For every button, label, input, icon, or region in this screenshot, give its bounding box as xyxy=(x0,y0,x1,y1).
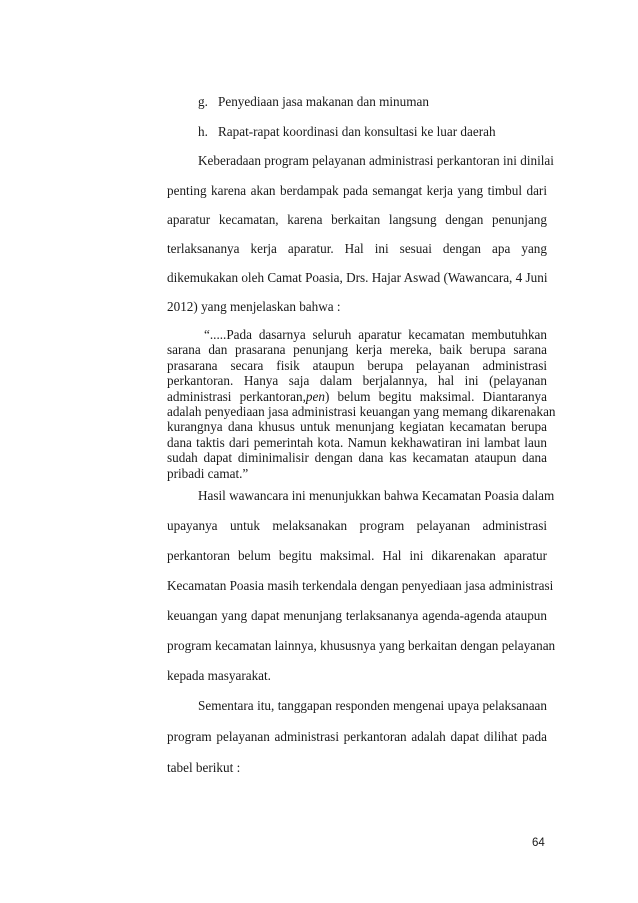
quote-line: perkantoran. Hanya saja dalam berjalannya, hal ini (pelayanan xyxy=(167,373,547,389)
paragraph-line: keuangan yang dapat menunjang terlaksananya agenda-agenda ataupun xyxy=(167,608,547,623)
list-item-g xyxy=(198,94,429,110)
quote-line: sarana dan prasarana penunjang kerja mereka, baik berupa sarana xyxy=(167,342,547,358)
block-quote xyxy=(167,327,556,481)
paragraph-line: perkantoran belum begitu maksimal. Hal ini dikarenakan aparatur xyxy=(167,548,547,563)
quote-line: dana taktis dari pemerintah kota. Namun kekhawatiran ini lambat laun xyxy=(167,434,547,450)
paragraph-line: kepada masyarakat. xyxy=(167,668,271,683)
list-item-text: Rapat-rapat koordinasi dan konsultasi ke luar daerah xyxy=(218,124,496,139)
paragraph-line: penting karena akan berdampak pada semangat kerja yang timbul dari xyxy=(167,183,547,198)
quote-italic-abbrev: pen xyxy=(305,388,325,404)
list-item-letter: g. xyxy=(198,94,208,109)
quote-line: sudah dapat diminimalisir dengan dana kas kecamatan ataupun dana xyxy=(167,450,547,466)
paragraph-line: terlaksananya kerja aparatur. Hal ini sesuai dengan apa yang xyxy=(167,241,547,256)
quote-line: pribadi camat.” xyxy=(167,465,249,481)
quote-line: prasarana secara fisik ataupun berupa pelayanan administrasi xyxy=(167,357,547,373)
quote-line-with-italic xyxy=(167,389,547,404)
quote-line: adalah penyediaan jasa administrasi keuangan yang memang dikarenakan xyxy=(167,404,556,420)
page-number: 64 xyxy=(532,837,545,849)
paragraph-line: upayanya untuk melaksanakan program pelayanan administrasi xyxy=(167,518,547,533)
paragraph-line: dikemukakan oleh Camat Poasia, Drs. Hajar Aswad (Wawancara, 4 Juni xyxy=(167,270,548,285)
paragraph-line: Sementara itu, tanggapan responden mengenai upaya pelaksanaan xyxy=(198,698,547,713)
paragraph-line: tabel berikut : xyxy=(167,760,241,775)
quote-line: “.....Pada dasarnya seluruh aparatur kecamatan membutuhkan xyxy=(204,327,547,342)
paragraph-line: Hasil wawancara ini menunjukkan bahwa Kecamatan Poasia dalam xyxy=(198,488,555,503)
quote-text: ) belum begitu maksimal. Diantaranya xyxy=(324,388,547,404)
list-item-h xyxy=(198,124,496,140)
paragraph-line: Keberadaan program pelayanan administrasi perkantoran ini dinilai xyxy=(198,153,554,168)
quote-text: administrasi perkantoran, xyxy=(167,388,306,404)
paragraph-line: Kecamatan Poasia masih terkendala dengan penyediaan jasa administrasi xyxy=(167,578,554,593)
paragraph-line: program kecamatan lainnya, khususnya yang berkaitan dengan pelayanan xyxy=(167,638,556,653)
paragraph-line: 2012) yang menjelaskan bahwa : xyxy=(167,299,341,314)
list-item-text: Penyediaan jasa makanan dan minuman xyxy=(218,94,429,109)
paragraph-line: aparatur kecamatan, karena berkaitan langsung dengan penunjang xyxy=(167,212,547,227)
paragraph-line: program pelayanan administrasi perkantoran adalah dapat dilihat pada xyxy=(167,729,547,744)
quote-line: kurangnya dana khusus untuk menunjang kegiatan kecamatan berupa xyxy=(167,419,547,435)
list-item-letter: h. xyxy=(198,124,208,139)
